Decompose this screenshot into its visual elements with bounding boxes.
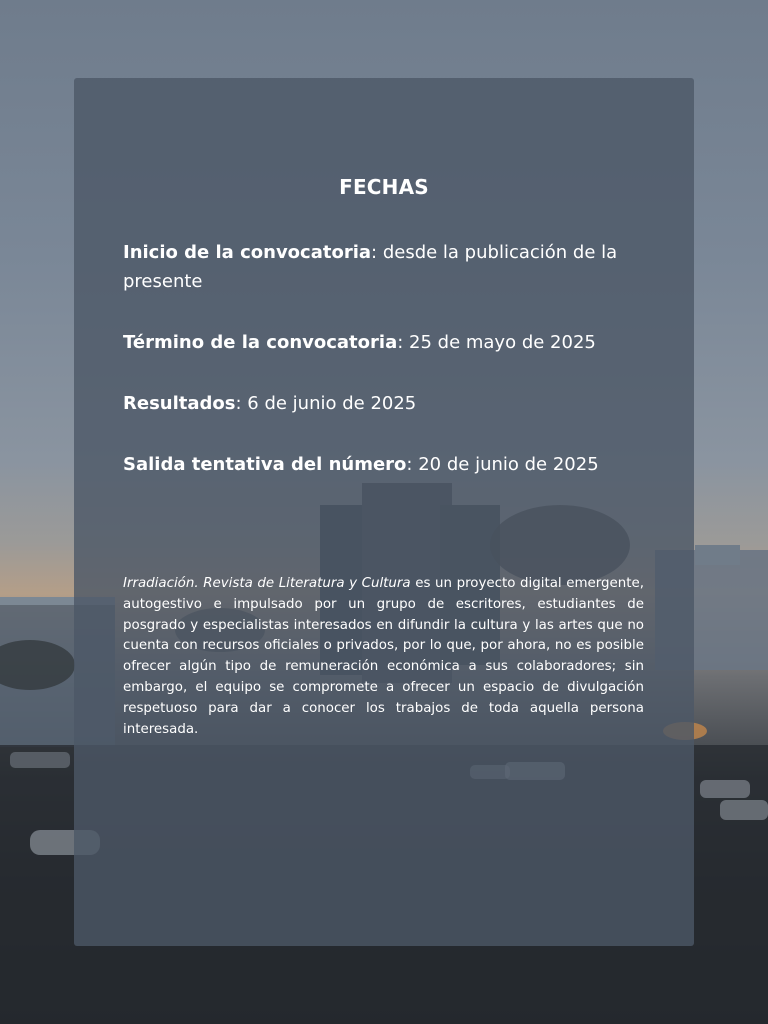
date-separator: : [406, 454, 413, 475]
date-value: 20 de junio de 2025 [412, 454, 599, 475]
date-label: Inicio de la convocatoria [123, 242, 372, 263]
content-panel [74, 78, 694, 946]
dates-list [123, 238, 623, 479]
about-paragraph [123, 574, 644, 740]
date-value: desde la publicación de la presente [123, 242, 618, 292]
date-item-start [123, 238, 623, 296]
date-label: Salida tentativa del número [123, 454, 407, 475]
date-separator: : [235, 393, 242, 414]
date-separator: : [371, 242, 378, 263]
date-item-end [123, 328, 623, 357]
date-separator: : [397, 332, 404, 353]
date-label: Resultados [123, 393, 236, 414]
date-value: 25 de mayo de 2025 [403, 332, 596, 353]
magazine-name: Irradiación. Revista de Literatura y Cultura [123, 576, 411, 591]
date-item-release [123, 450, 623, 479]
date-item-results [123, 389, 623, 418]
date-value: 6 de junio de 2025 [241, 393, 417, 414]
date-label: Término de la convocatoria [123, 332, 398, 353]
section-heading: FECHAS [339, 175, 429, 199]
about-text: es un proyecto digital emergente, autogestivo e impulsado por un grupo de escritores, estudiantes de posgrado y especialistas interesados en difundir la cultura y las artes que no cuenta con recursos oficiales o privados, por lo que, por ahora, no es posible ofrecer algún tipo de remuneración económica a sus colaboradores; sin embargo, el equipo se compromete a ofrecer un espacio de divulgación respetuoso para dar a conocer los trabajos de toda aquella persona interesada. [123, 576, 644, 737]
